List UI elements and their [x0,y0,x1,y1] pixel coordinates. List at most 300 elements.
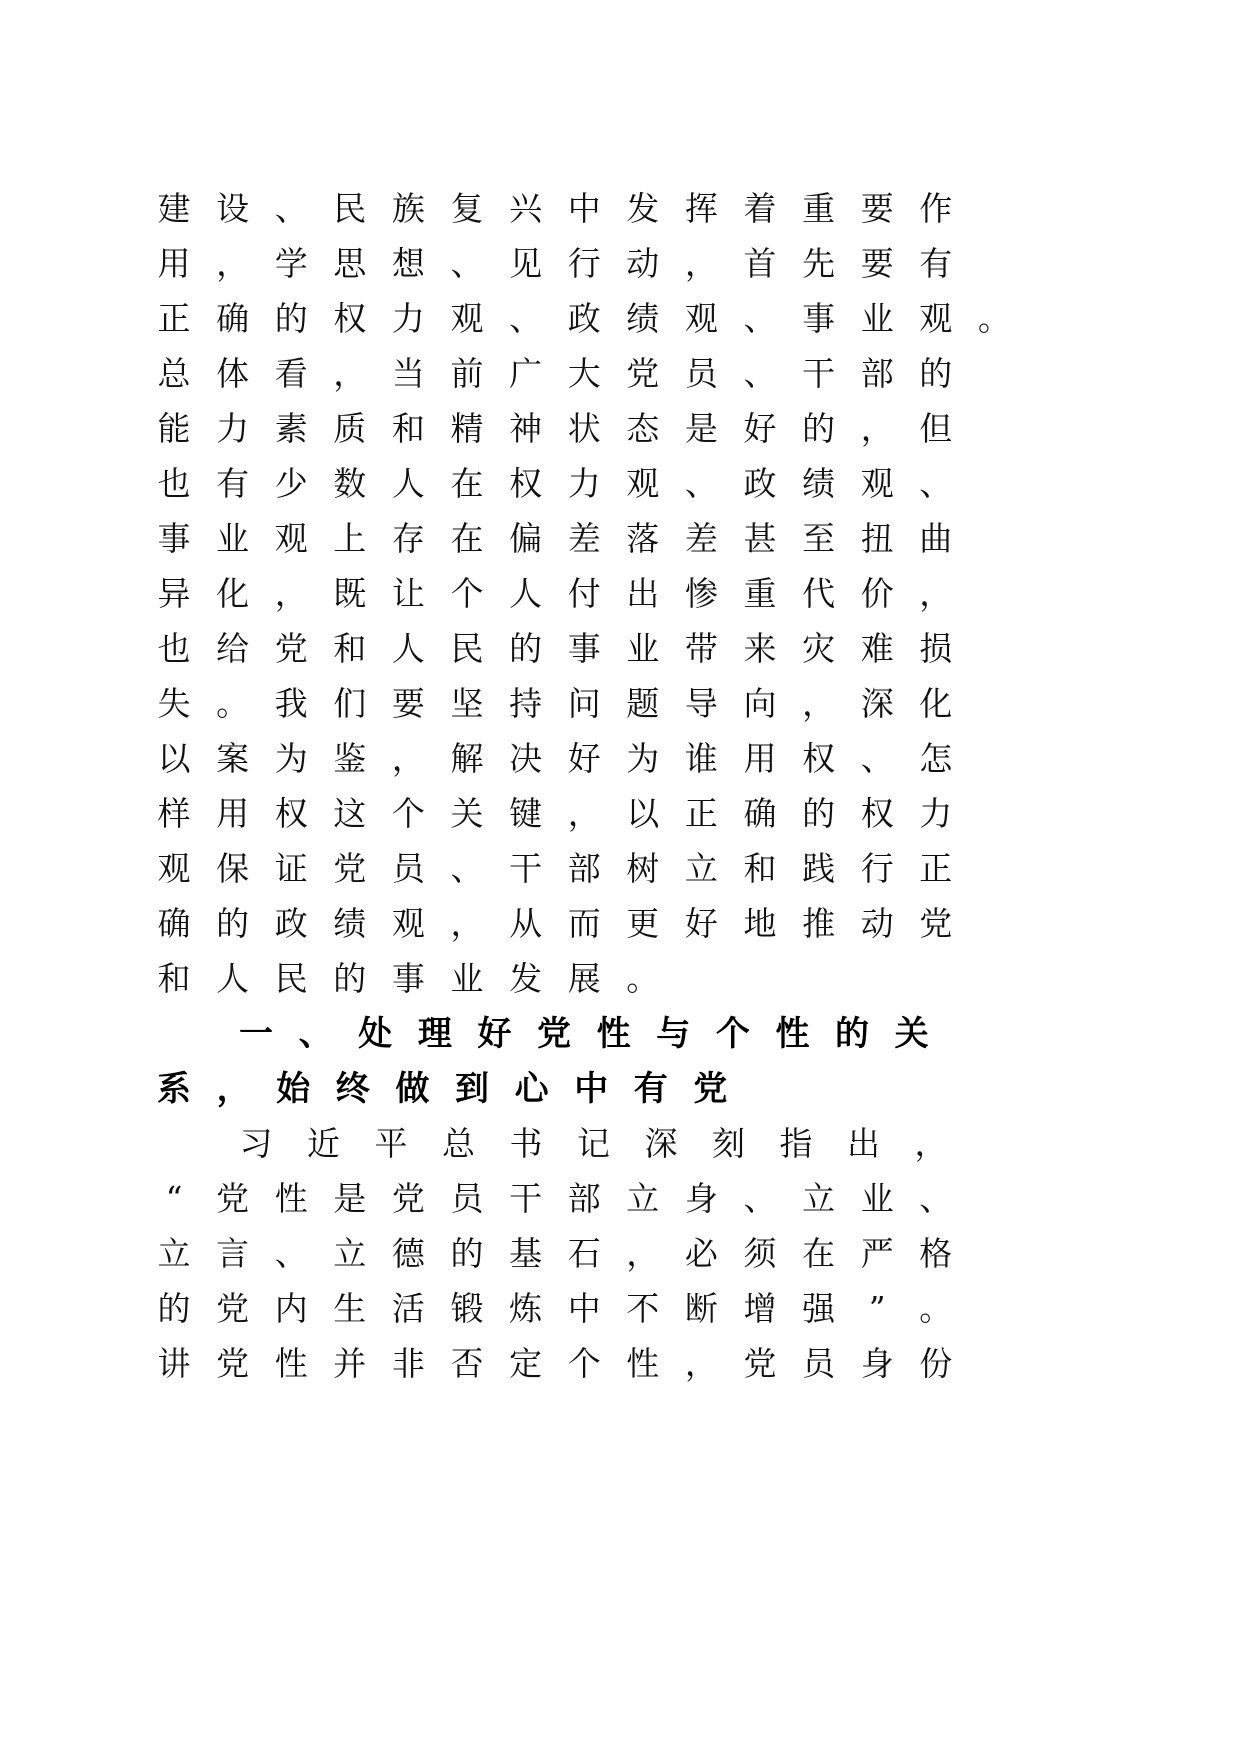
character: 政 [743,464,777,503]
character: 强 [802,1289,836,1328]
character: 展 [567,959,601,998]
character: 身 [860,1344,894,1383]
character: 态 [626,409,660,448]
character: 发 [626,189,660,228]
character: 业 [216,519,250,558]
character: 业 [860,1179,894,1218]
character: 干 [509,1179,543,1218]
character: 个 [715,1014,750,1054]
character: 指 [779,1124,813,1163]
character: 关 [450,794,484,833]
character: 正 [684,794,718,833]
character: 化 [216,574,250,613]
character: 性 [626,1344,660,1383]
character: 权 [274,794,308,833]
character: 做 [395,1069,430,1109]
character: 处 [358,1014,393,1054]
character: 也 [157,464,191,503]
character: 并 [333,1344,367,1383]
character: 学 [274,244,308,283]
character: 体 [216,354,250,393]
character: 的 [802,794,836,833]
character: 生 [333,1289,367,1328]
character: 权 [509,464,543,503]
heading-line [0,1058,1240,1120]
character: 人 [509,574,543,613]
character: 案 [216,739,250,778]
character: 绩 [626,299,660,338]
character: 挥 [684,189,718,228]
text-line [0,343,1240,405]
character: 要 [860,189,894,228]
character: 始 [276,1069,311,1109]
character: 权 [860,794,894,833]
character: 、 [450,849,484,888]
character: 党 [216,1179,250,1218]
character: 观 [450,299,484,338]
character: 、 [743,1179,777,1218]
character: 树 [626,849,660,888]
character: 导 [684,684,718,723]
character: ， [216,1069,251,1109]
character: 立 [626,1179,660,1218]
character: 在 [450,464,484,503]
character: 是 [333,1179,367,1218]
character: ， [919,574,953,613]
character: 们 [333,684,367,723]
character: 活 [391,1289,425,1328]
character: 理 [417,1014,452,1054]
text-line [0,398,1240,460]
character: 键 [509,794,543,833]
character: 解 [450,739,484,778]
text-line [0,783,1240,845]
character: 个 [450,574,484,613]
character: 业 [450,959,484,998]
character: 在 [802,1234,836,1273]
character: 讲 [157,1344,191,1383]
heading-line [0,1003,1240,1065]
character: 素 [274,409,308,448]
character: 持 [509,684,543,723]
character: 观 [919,299,953,338]
character: 少 [274,464,308,503]
character: ， [860,409,894,448]
character: 前 [450,354,484,393]
character: 到 [455,1069,489,1109]
character: 想 [391,244,425,283]
character: 权 [802,739,836,778]
character: 的 [509,629,543,668]
character: 、 [743,354,777,393]
character: 当 [391,354,425,393]
character: 和 [333,629,367,668]
character: 的 [802,409,836,448]
character: 我 [274,684,308,723]
character: 、 [743,299,777,338]
text-line [0,728,1240,790]
character: 至 [802,519,836,558]
character: 、 [919,464,953,503]
character: 、 [509,299,543,338]
character: 怎 [919,739,953,778]
character: 但 [919,409,953,448]
character: 党 [919,904,953,943]
character: 带 [684,629,718,668]
character: 平 [374,1124,408,1163]
character: 须 [743,1234,777,1273]
character: 好 [567,739,601,778]
text-line [0,1113,1240,1175]
character: 题 [626,684,660,723]
character: 和 [157,959,191,998]
character: ， [450,904,484,943]
character: 来 [743,629,777,668]
character: 的 [216,904,250,943]
character: 更 [626,904,660,943]
character: 动 [626,244,660,283]
character: 付 [567,574,601,613]
character: 部 [567,1179,601,1218]
character: ， [914,1124,948,1163]
character: 作 [919,189,953,228]
character: 的 [157,1289,191,1328]
character: 给 [216,629,250,668]
character: 党 [216,1344,250,1383]
character: 代 [802,574,836,613]
character: ， [802,684,836,723]
character: 存 [391,519,425,558]
character: 让 [391,574,425,613]
character: 设 [216,189,250,228]
character: 基 [509,1234,543,1273]
character: 好 [477,1014,512,1054]
text-line [0,1168,1240,1230]
character: 事 [567,629,601,668]
character: 终 [335,1069,370,1109]
character: 状 [567,409,601,448]
character: 大 [567,354,601,393]
character: 决 [509,739,543,778]
character: 也 [157,629,191,668]
character: 身 [684,1179,718,1218]
character: 关 [894,1014,929,1054]
character: 问 [567,684,601,723]
character: 、 [274,189,308,228]
character: ， [216,244,250,283]
character: 立 [333,1234,367,1273]
character: 党 [274,629,308,668]
character: 中 [567,189,601,228]
character: 着 [743,189,777,228]
character: 观 [684,299,718,338]
character: 力 [391,299,425,338]
character: 出 [626,574,660,613]
character: 系 [157,1069,191,1109]
character: 书 [509,1124,543,1163]
character: 深 [644,1124,678,1163]
character: 和 [391,409,425,448]
text-line [0,1278,1240,1340]
character: 的 [835,1014,870,1054]
character: 员 [450,1179,484,1218]
character: 否 [450,1344,484,1383]
character: 性 [596,1014,631,1054]
character: 部 [860,354,894,393]
text-line [0,453,1240,515]
character: 为 [626,739,660,778]
character: 干 [802,354,836,393]
character: 一 [239,1014,274,1054]
character: 刻 [712,1124,746,1163]
character: 观 [391,904,425,943]
character: 党 [537,1014,572,1054]
character: 政 [567,299,601,338]
character: ， [684,244,718,283]
character: 事 [802,299,836,338]
character: 有 [633,1069,668,1109]
character: 力 [216,409,250,448]
character: 人 [391,629,425,668]
character: ， [567,794,601,833]
character: 人 [216,959,250,998]
character: ， [626,1234,660,1273]
character: 党 [391,1179,425,1218]
character: 中 [574,1069,609,1109]
character: 好 [684,904,718,943]
character: 的 [919,354,953,393]
character: 异 [157,574,191,613]
character: 观 [274,519,308,558]
character: 、 [684,464,718,503]
character: 用 [216,794,250,833]
character: 言 [216,1234,250,1273]
character: 断 [684,1289,718,1328]
character: 建 [157,189,191,228]
character: 偏 [509,519,543,558]
character: 确 [743,794,777,833]
character: 个 [391,794,425,833]
character: 民 [274,959,308,998]
text-line [0,838,1240,900]
character: 观 [626,464,660,503]
character: 难 [860,629,894,668]
character: 以 [157,739,191,778]
text-line [0,508,1240,570]
character: 、 [274,1234,308,1273]
character: 性 [775,1014,810,1054]
text-line [0,948,1240,1010]
character: 是 [684,409,718,448]
character: 、 [919,1179,953,1218]
character: 事 [391,959,425,998]
character: 为 [274,739,308,778]
character: 向 [743,684,777,723]
character: 个 [567,1344,601,1383]
character: 重 [743,574,777,613]
character: 党 [626,354,660,393]
character: 必 [684,1234,718,1273]
character: 在 [450,519,484,558]
character: 出 [847,1124,881,1163]
character: 立 [802,1179,836,1218]
character: 。 [977,299,1011,338]
text-line [0,178,1240,240]
text-line [0,1223,1240,1285]
character: 人 [391,464,425,503]
character: ， [333,354,367,393]
character: 保 [216,849,250,888]
character: 先 [802,244,836,283]
character: 。 [216,684,250,723]
character: 性 [274,1344,308,1383]
character: 炼 [509,1289,543,1328]
character: ， [391,739,425,778]
character: 内 [274,1289,308,1328]
character: 有 [919,244,953,283]
character: 以 [626,794,660,833]
text-line [0,1333,1240,1395]
character: 失 [157,684,191,723]
character: “ [165,1179,183,1218]
character: 差 [567,519,601,558]
character: ， [274,574,308,613]
character: 确 [157,904,191,943]
character: 政 [274,904,308,943]
character: 、 [450,244,484,283]
character: 中 [567,1289,601,1328]
character: 甚 [743,519,777,558]
text-line [0,563,1240,625]
character: 动 [860,904,894,943]
character: 广 [509,354,543,393]
character: 发 [509,959,543,998]
character: 既 [333,574,367,613]
character: 员 [684,354,718,393]
character: 党 [216,1289,250,1328]
character: 行 [567,244,601,283]
character: 灾 [802,629,836,668]
character: 部 [567,849,601,888]
text-line [0,618,1240,680]
character: 民 [450,629,484,668]
character: 上 [333,519,367,558]
character: 的 [274,299,308,338]
character: 党 [333,849,367,888]
character: 非 [391,1344,425,1383]
character: 惨 [684,574,718,613]
character: 性 [274,1179,308,1218]
character: 格 [919,1234,953,1273]
character: 兴 [509,189,543,228]
character: 用 [743,739,777,778]
character: 记 [577,1124,611,1163]
character: 不 [626,1289,660,1328]
character: 重 [802,189,836,228]
character: 心 [514,1069,549,1109]
character: 份 [919,1344,953,1383]
character: 绩 [333,904,367,943]
text-line [0,288,1240,350]
character: 增 [743,1289,777,1328]
character: 地 [743,904,777,943]
character: 习 [239,1124,273,1163]
character: 这 [333,794,367,833]
character: 价 [860,574,894,613]
character: 能 [157,409,191,448]
character: 观 [860,464,894,503]
character: 立 [157,1234,191,1273]
character: 质 [333,409,367,448]
character: 鉴 [333,739,367,778]
character: 业 [626,629,660,668]
character: 从 [509,904,543,943]
text-line [0,893,1240,955]
character: 和 [743,849,777,888]
character: 思 [333,244,367,283]
text-line [0,673,1240,735]
character: 行 [860,849,894,888]
character: 近 [307,1124,341,1163]
character: 见 [509,244,543,283]
character: 要 [860,244,894,283]
character: 业 [860,299,894,338]
character: 的 [333,959,367,998]
character: 确 [216,299,250,338]
character: 首 [743,244,777,283]
character: 力 [919,794,953,833]
character: 样 [157,794,191,833]
character: 落 [626,519,660,558]
character: ， [684,1344,718,1383]
character: 谁 [684,739,718,778]
character: 与 [656,1014,691,1054]
text-line [0,233,1240,295]
character: 干 [509,849,543,888]
character: 、 [298,1014,333,1054]
character: 锻 [450,1289,484,1328]
character: 好 [743,409,777,448]
character: 党 [743,1344,777,1383]
character: 、 [860,739,894,778]
character: 化 [919,684,953,723]
character: 用 [157,244,191,283]
character: 深 [860,684,894,723]
character: 立 [684,849,718,888]
character: 数 [333,464,367,503]
character: 总 [442,1124,476,1163]
character: 扭 [860,519,894,558]
character: 德 [391,1234,425,1273]
character: 石 [567,1234,601,1273]
character: 证 [274,849,308,888]
character: 要 [391,684,425,723]
character: 坚 [450,684,484,723]
character: 曲 [919,519,953,558]
character: 权 [333,299,367,338]
character: 看 [274,354,308,393]
character: 践 [802,849,836,888]
character: 差 [684,519,718,558]
character: 绩 [802,464,836,503]
character: 民 [333,189,367,228]
character: 定 [509,1344,543,1383]
character: ” [868,1289,886,1328]
character: 党 [693,1069,728,1109]
character: 事 [157,519,191,558]
character: 神 [509,409,543,448]
character: 损 [919,629,953,668]
